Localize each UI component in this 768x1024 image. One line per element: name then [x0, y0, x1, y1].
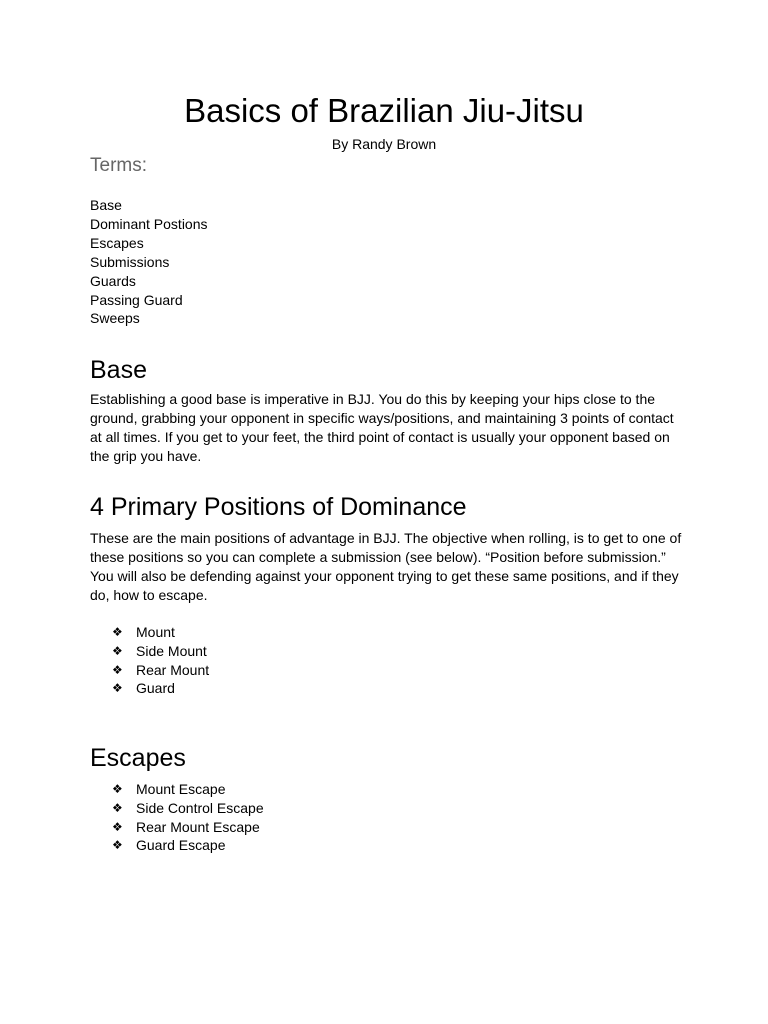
diamond-bullet-icon: ❖: [112, 643, 123, 658]
escapes-list: [112, 780, 264, 855]
list-item: [112, 642, 209, 661]
terms-item: Escapes: [90, 234, 144, 251]
list-item-label: Guard Escape: [136, 837, 226, 854]
list-item: [112, 679, 209, 698]
diamond-bullet-icon: ❖: [112, 662, 123, 677]
base-heading: Base: [90, 356, 147, 384]
list-item-label: Rear Mount Escape: [136, 818, 260, 835]
terms-item: Passing Guard: [90, 291, 183, 308]
escapes-heading: Escapes: [90, 744, 186, 772]
list-item: [112, 836, 264, 855]
dominance-heading: 4 Primary Positions of Dominance: [90, 493, 467, 521]
document-title: Basics of Brazilian Jiu-Jitsu: [184, 92, 584, 129]
dominance-paragraph: These are the main positions of advantage in BJJ. The objective when rolling, is to get to one of these positions so you can complete a submission (see below). “Position before submission.” You will also be defending against your opponent trying to get these same positions, and if they do, how to escape.: [90, 530, 682, 604]
list-item: [112, 661, 209, 680]
terms-heading: Terms:: [90, 155, 147, 176]
list-item-label: Mount: [136, 624, 175, 640]
list-item-label: Side Control Escape: [136, 799, 264, 816]
diamond-bullet-icon: ❖: [112, 800, 123, 815]
base-paragraph: Establishing a good base is imperative in BJJ. You do this by keeping your hips close to the ground, grabbing your opponent in specific ways/positions, and maintaining 3 points of contact at all times. If you get to your feet, the third point of contact is usually your opponent based on the grip you have.: [90, 391, 674, 465]
list-item: [112, 818, 264, 837]
list-item-label: Mount Escape: [136, 781, 226, 797]
list-item: [112, 799, 264, 818]
document-author: By Randy Brown: [331, 136, 437, 152]
list-item-label: Side Mount: [136, 642, 207, 659]
terms-list: [90, 196, 208, 328]
list-item: [112, 780, 264, 799]
diamond-bullet-icon: ❖: [112, 681, 123, 696]
diamond-bullet-icon: ❖: [112, 819, 123, 834]
list-item-label: Rear Mount: [136, 661, 210, 678]
diamond-bullet-icon: ❖: [112, 625, 123, 639]
terms-item: Sweeps: [90, 310, 140, 327]
diamond-bullet-icon: ❖: [112, 838, 123, 853]
list-item: [112, 623, 209, 642]
diamond-bullet-icon: ❖: [112, 782, 123, 796]
terms-item: Base: [90, 197, 122, 213]
terms-item: Guards: [90, 272, 136, 289]
terms-item: Dominant Postions: [90, 215, 208, 232]
dominance-list: [112, 623, 209, 698]
list-item-label: Guard: [136, 680, 175, 697]
terms-item: Submissions: [90, 253, 170, 270]
